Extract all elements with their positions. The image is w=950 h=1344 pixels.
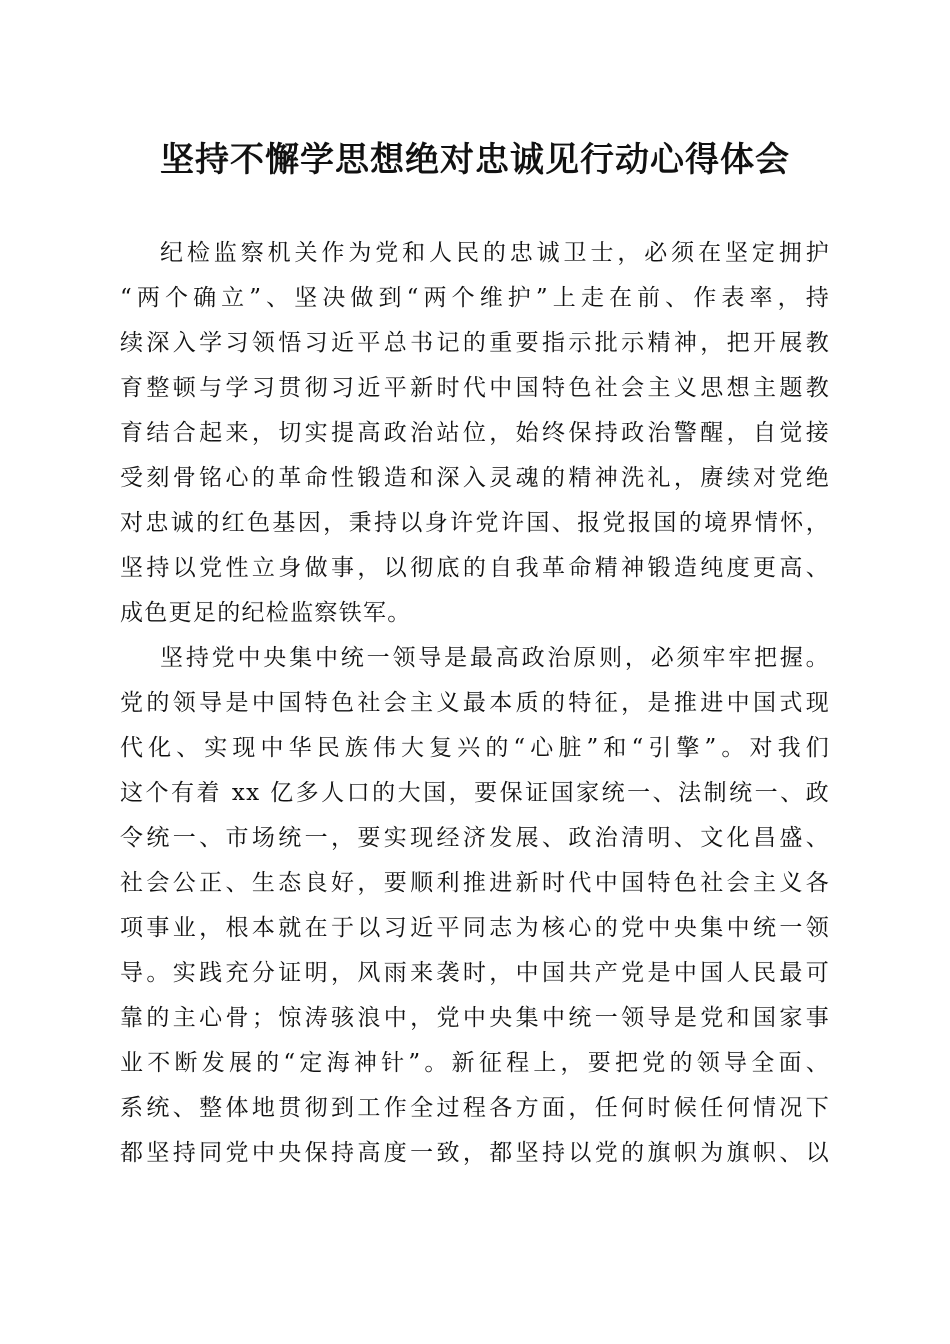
- document-title: 坚持不懈学思想绝对忠诚见行动心得体会: [160, 140, 790, 180]
- text-line: 坚持党中央集中统一领导是最高政治原则，必须牢牢把握。: [160, 645, 830, 671]
- text-line: 坚持以党性立身做事，以彻底的自我革命精神锻造纯度更高、: [120, 555, 830, 581]
- text-line: 这个有着 xx 亿多人口的大国，要保证国家统一、法制统一、政: [120, 780, 830, 806]
- text-line: 育整顿与学习贯彻习近平新时代中国特色社会主义思想主题教: [120, 375, 830, 401]
- document-body: [120, 231, 830, 1176]
- text-line: 对忠诚的红色基因，秉持以身许党许国、报党报国的境界情怀，: [120, 510, 830, 536]
- text-line: 纪检监察机关作为党和人民的忠诚卫士，必须在坚定拥护: [160, 240, 830, 266]
- text-line: 靠的主心骨；惊涛骇浪中，党中央集中统一领导是党和国家事: [120, 1005, 830, 1031]
- text-line: 导。实践充分证明，风雨来袭时，中国共产党是中国人民最可: [120, 960, 830, 986]
- text-line: 育结合起来，切实提高政治站位，始终保持政治警醒，自觉接: [120, 420, 830, 446]
- paragraph-2: [120, 636, 830, 1176]
- text-line: 都坚持同党中央保持高度一致，都坚持以党的旗帜为旗帜、以: [120, 1140, 830, 1166]
- text-line: 党的领导是中国特色社会主义最本质的特征，是推进中国式现: [120, 690, 830, 716]
- text-line: 社会公正、生态良好，要顺利推进新时代中国特色社会主义各: [120, 870, 830, 896]
- text-line: 代化、实现中华民族伟大复兴的“心脏”和“引擎”。对我们: [120, 735, 830, 761]
- text-line: 系统、整体地贯彻到工作全过程各方面，任何时候任何情况下: [120, 1095, 830, 1121]
- text-line: “两个确立”、坚决做到“两个维护”上走在前、作表率，持: [120, 285, 830, 311]
- text-line: 续深入学习领悟习近平总书记的重要指示批示精神，把开展教: [120, 330, 830, 356]
- text-line: 令统一、市场统一，要实现经济发展、政治清明、文化昌盛、: [120, 825, 830, 851]
- text-line: 受刻骨铭心的革命性锻造和深入灵魂的精神洗礼，赓续对党绝: [120, 465, 830, 491]
- paragraph-1: [120, 231, 830, 636]
- text-line: 业不断发展的“定海神针”。新征程上，要把党的领导全面、: [120, 1050, 830, 1076]
- text-line: 项事业，根本就在于以习近平同志为核心的党中央集中统一领: [120, 915, 830, 941]
- text-line: 成色更足的纪检监察铁军。: [120, 600, 412, 626]
